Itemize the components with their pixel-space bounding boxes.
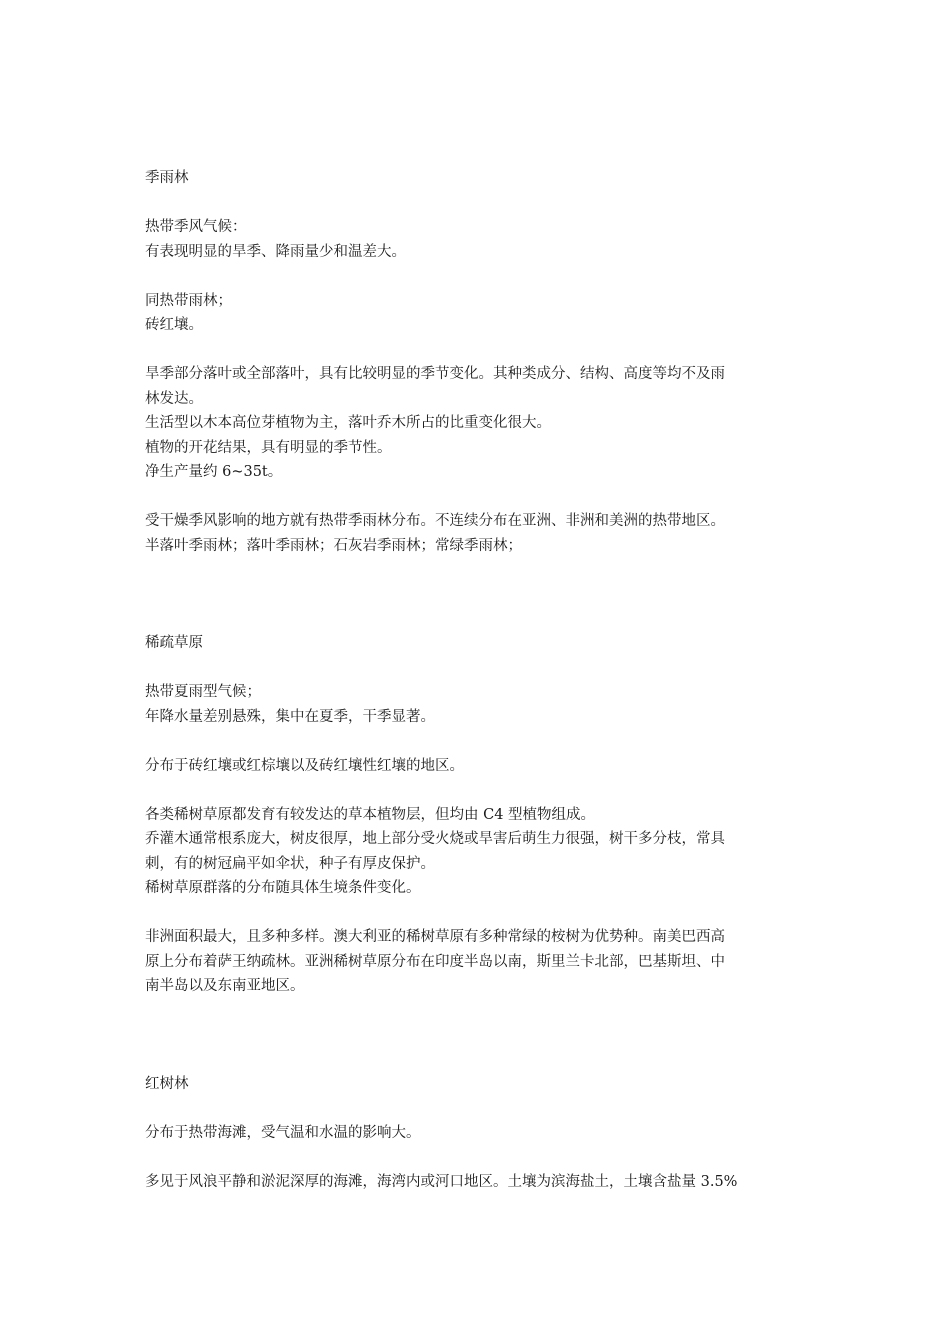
- section-title: 季雨林: [145, 170, 189, 186]
- paragraph-line: 分布于热带海滩，受气温和水温的影响大。: [145, 1124, 421, 1141]
- paragraph-line: 年降水量差别悬殊，集中在夏季，干季显著。: [145, 708, 435, 725]
- section-title: 稀疏草原: [145, 635, 203, 651]
- section-monsoon-forest: [145, 166, 810, 558]
- paragraph-line: 非洲面积最大，且多种多样。澳大利亚的稀树草原有多种常绿的桉树为优势种。南美巴西高: [145, 929, 725, 945]
- paragraph-line: 稀树草原群落的分布随具体生境条件变化。: [145, 880, 421, 896]
- paragraph-line: 旱季部分落叶或全部落叶，具有比较明显的季节变化。其种类成分、结构、高度等均不及雨: [145, 366, 725, 382]
- section-title: 红树林: [145, 1075, 189, 1092]
- section-mangrove: [145, 1072, 810, 1195]
- paragraph-line: 半落叶季雨林；落叶季雨林；石灰岩季雨林；常绿季雨林；: [145, 537, 522, 554]
- paragraph-line: 分布于砖红壤或红棕壤以及砖红壤性红壤的地区。: [145, 757, 464, 774]
- paragraph-line: 南半岛以及东南亚地区。: [145, 978, 305, 994]
- section-savanna: [145, 631, 810, 999]
- paragraph-line: 林发达。: [145, 390, 203, 407]
- document-body: [145, 166, 810, 1194]
- paragraph-line: 砖红壤。: [145, 317, 203, 333]
- paragraph-line: 受干燥季风影响的地方就有热带季雨林分布。不连续分布在亚洲、非洲和美洲的热带地区。: [145, 513, 725, 529]
- paragraph-line: 乔灌木通常根系庞大，树皮很厚，地上部分受火烧或旱害后萌生力很强，树干多分枝，常具: [145, 831, 725, 847]
- paragraph-line: 有表现明显的旱季、降雨量少和温差大。: [145, 243, 406, 260]
- paragraph-line: 同热带雨林；: [145, 292, 232, 309]
- paragraph-line: 刺，有的树冠扁平如伞状，种子有厚皮保护。: [145, 855, 435, 872]
- paragraph-line: 植物的开花结果，具有明显的季节性。: [145, 439, 392, 456]
- paragraph-line: 多见于风浪平静和淤泥深厚的海滩，海湾内或河口地区。土壤为滨海盐土，土壤含盐量 3.5%: [145, 1173, 738, 1190]
- paragraph-line: 各类稀树草原都发育有较发达的草本植物层，但均由 C4 型植物组成。: [145, 806, 596, 823]
- paragraph-line: 生活型以木本高位芽植物为主，落叶乔木所占的比重变化很大。: [145, 415, 551, 431]
- paragraph-line: 热带季风气候：: [145, 219, 247, 235]
- paragraph-line: 净生产量约 6~35t。: [145, 464, 283, 480]
- paragraph-line: 热带夏雨型气候；: [145, 684, 261, 700]
- paragraph-line: 原上分布着萨王纳疏林。亚洲稀树草原分布在印度半岛以南，斯里兰卡北部，巴基斯坦、中: [145, 953, 725, 970]
